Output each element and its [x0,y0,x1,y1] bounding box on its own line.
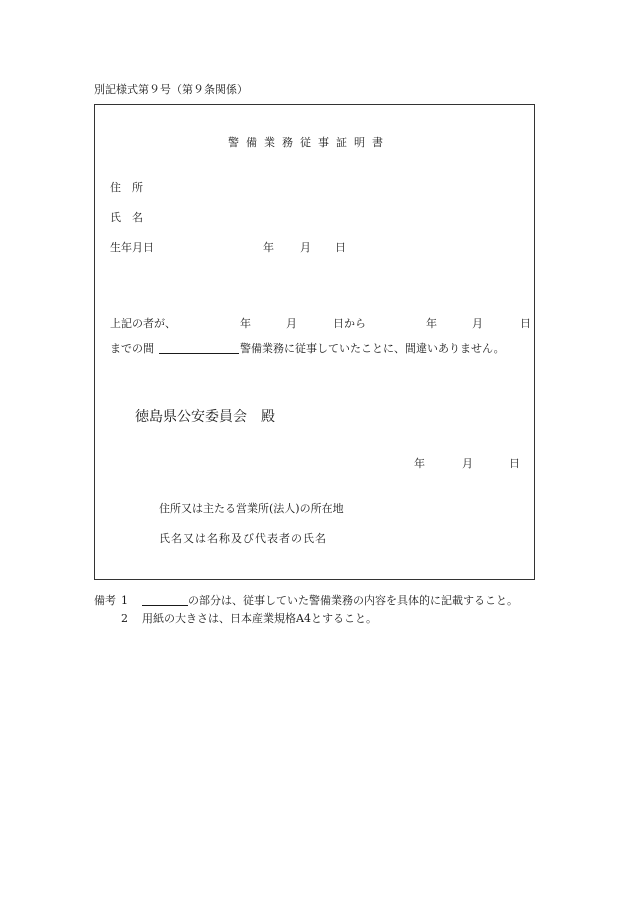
birth-day-label: 日 [335,241,346,254]
birthdate-label: 生年月日 [110,241,154,254]
form-title: 警備業務従事証明書 [228,136,390,149]
period-suffix: 警備業務に従事していたことに、間違いありません。 [240,342,505,355]
statement-prefix: 上記の者が、 [110,317,176,330]
note1-blank-sample [142,594,188,606]
birth-year-label: 年 [263,241,274,254]
note2-text: 用紙の大きさは、日本産業規格A4とすること。 [142,612,377,625]
from-day-label: 日から [333,317,366,330]
from-month-label: 月 [286,317,297,330]
certifier-name-label: 氏名又は名称及び代表者の氏名 [159,532,327,545]
duty-content-blank [159,342,239,354]
to-month-label: 月 [472,317,483,330]
cert-day-label: 日 [509,457,520,470]
cert-month-label: 月 [462,457,473,470]
name-label: 氏 名 [110,211,143,224]
from-year-label: 年 [240,317,251,330]
notes-label: 備考 [94,594,116,607]
note2-number: 2 [121,612,128,625]
period-prefix: までの間 [110,342,154,355]
form-number-label: 別記様式第９号（第９条関係） [94,83,248,96]
to-year-label: 年 [426,317,437,330]
cert-year-label: 年 [414,457,425,470]
note1-number: 1 [121,594,128,607]
to-day-label: 日 [520,317,531,330]
note1-text: の部分は、従事していた警備業務の内容を具体的に記載すること。 [188,594,518,607]
addressee: 徳島県公安委員会 殿 [135,409,275,425]
birth-month-label: 月 [300,241,311,254]
address-label: 住 所 [110,181,143,194]
certifier-address-label: 住所又は主たる営業所(法人)の所在地 [159,502,344,515]
